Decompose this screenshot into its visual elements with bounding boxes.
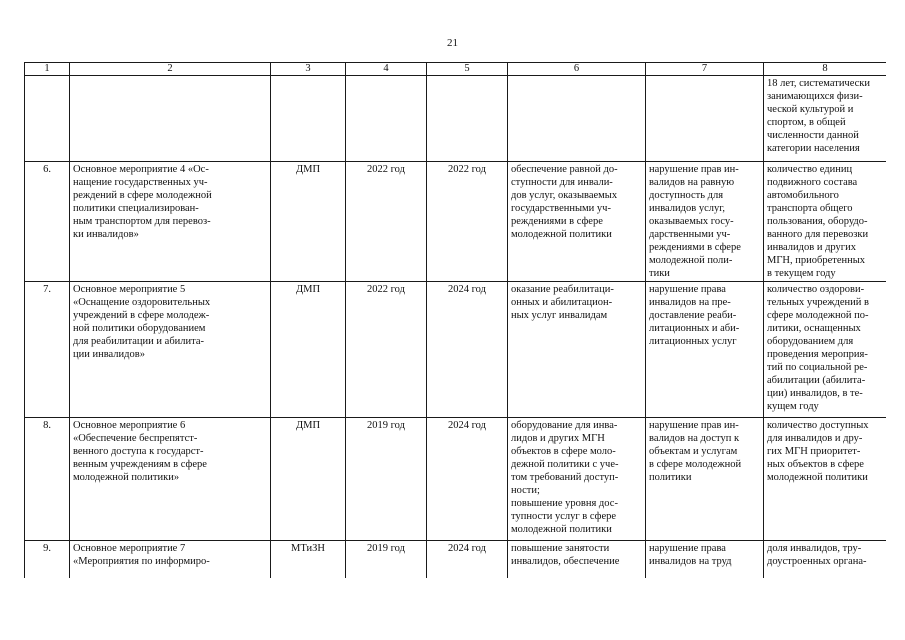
cell-consequences: нарушение прав ин- валидов на доступ к объектам и услугам в сфере молодежной политики (646, 418, 764, 541)
cell-expected-result: повышение занятости инвалидов, обеспечение (508, 541, 646, 579)
cell-executor (271, 76, 346, 162)
table-row (25, 282, 887, 418)
cell-num: 8. (25, 418, 70, 541)
cell-consequences: нарушение права инвалидов на пре- доставление реаби- литационных и аби- литационных услуг (646, 282, 764, 418)
header-cell: 6 (508, 63, 646, 76)
table-row (25, 418, 887, 541)
header-cell: 1 (25, 63, 70, 76)
cell-indicator: количество доступных для инвалидов и дру- гих МГН приоритет- ных объектов в сфере молодежной политики (764, 418, 887, 541)
header-cell: 3 (271, 63, 346, 76)
table-row (25, 76, 887, 162)
cell-start-year (346, 76, 427, 162)
cell-num (25, 76, 70, 162)
cell-measure-name: Основное мероприятие 4 «Ос- нащение государственных уч- реждений в сфере молодежной политики специализирован- ным транспортом для перевоз- ки инвалидов» (70, 162, 271, 282)
cell-measure-name: Основное мероприятие 6 «Обеспечение беспрепятст- венного доступа к государст- венным учреждениям в сфере молодежной политики» (70, 418, 271, 541)
cell-expected-result: обеспечение равной до- ступности для инвали- дов услуг, оказываемых государственными уч- реждениями в сфере молодежной политики (508, 162, 646, 282)
cell-indicator: 18 лет, систематически занимающихся физи- ческой культурой и спортом, в общей численности данной категории населения (764, 76, 887, 162)
cell-executor: МТиЗН (271, 541, 346, 579)
cell-expected-result: оказание реабилитаци- онных и абилитацион- ных услуг инвалидам (508, 282, 646, 418)
cell-end-year (427, 76, 508, 162)
cell-num: 7. (25, 282, 70, 418)
cell-executor: ДМП (271, 162, 346, 282)
table-viewport (24, 62, 886, 578)
cell-executor: ДМП (271, 282, 346, 418)
header-row (25, 63, 887, 76)
page-number: 21 (447, 37, 458, 49)
cell-expected-result: оборудование для инва- лидов и других МГН объектов в сфере моло- дежной политики с уче- том требований доступ- ности; повышение уровня дос- тупности услуг в сфере молодежной политики (508, 418, 646, 541)
cell-measure-name: Основное мероприятие 5 «Оснащение оздоровительных учреждений в сфере молодеж- ной политики оборудованием для реабилитации и абилита- ции инвалидов» (70, 282, 271, 418)
cell-start-year: 2022 год (346, 282, 427, 418)
cell-num: 6. (25, 162, 70, 282)
cell-measure-name (70, 76, 271, 162)
table-row (25, 541, 887, 579)
cell-end-year: 2024 год (427, 418, 508, 541)
cell-end-year: 2024 год (427, 282, 508, 418)
header-cell: 8 (764, 63, 887, 76)
cell-end-year: 2024 год (427, 541, 508, 579)
cell-end-year: 2022 год (427, 162, 508, 282)
cell-start-year: 2019 год (346, 418, 427, 541)
cell-indicator: доля инвалидов, тру- доустроенных органа- (764, 541, 887, 579)
cell-consequences (646, 76, 764, 162)
cell-executor: ДМП (271, 418, 346, 541)
cell-num: 9. (25, 541, 70, 579)
cell-indicator: количество единиц подвижного состава автомобильного транспорта общего пользования, оборудо- ванного для перевозки инвалидов и других МГН, приобретенных в текущем году (764, 162, 887, 282)
header-cell: 5 (427, 63, 508, 76)
header-cell: 7 (646, 63, 764, 76)
cell-start-year: 2019 год (346, 541, 427, 579)
measures-table (24, 62, 886, 578)
header-cell: 2 (70, 63, 271, 76)
cell-consequences: нарушение прав ин- валидов на равную доступность для инвалидов услуг, оказываемых госу- дарственными уч- реждениями в сфере молодежной поли- тики (646, 162, 764, 282)
header-cell: 4 (346, 63, 427, 76)
cell-consequences: нарушение права инвалидов на труд (646, 541, 764, 579)
cell-start-year: 2022 год (346, 162, 427, 282)
cell-measure-name: Основное мероприятие 7 «Мероприятия по информиро- (70, 541, 271, 579)
cell-indicator: количество оздорови- тельных учреждений в сфере молодежной по- литики, оснащенных оборудованием для проведения мероприя- тий по социальной ре- абилитации (абилита- ции) инвалидов, в те- кущем году (764, 282, 887, 418)
table-row (25, 162, 887, 282)
cell-expected-result (508, 76, 646, 162)
